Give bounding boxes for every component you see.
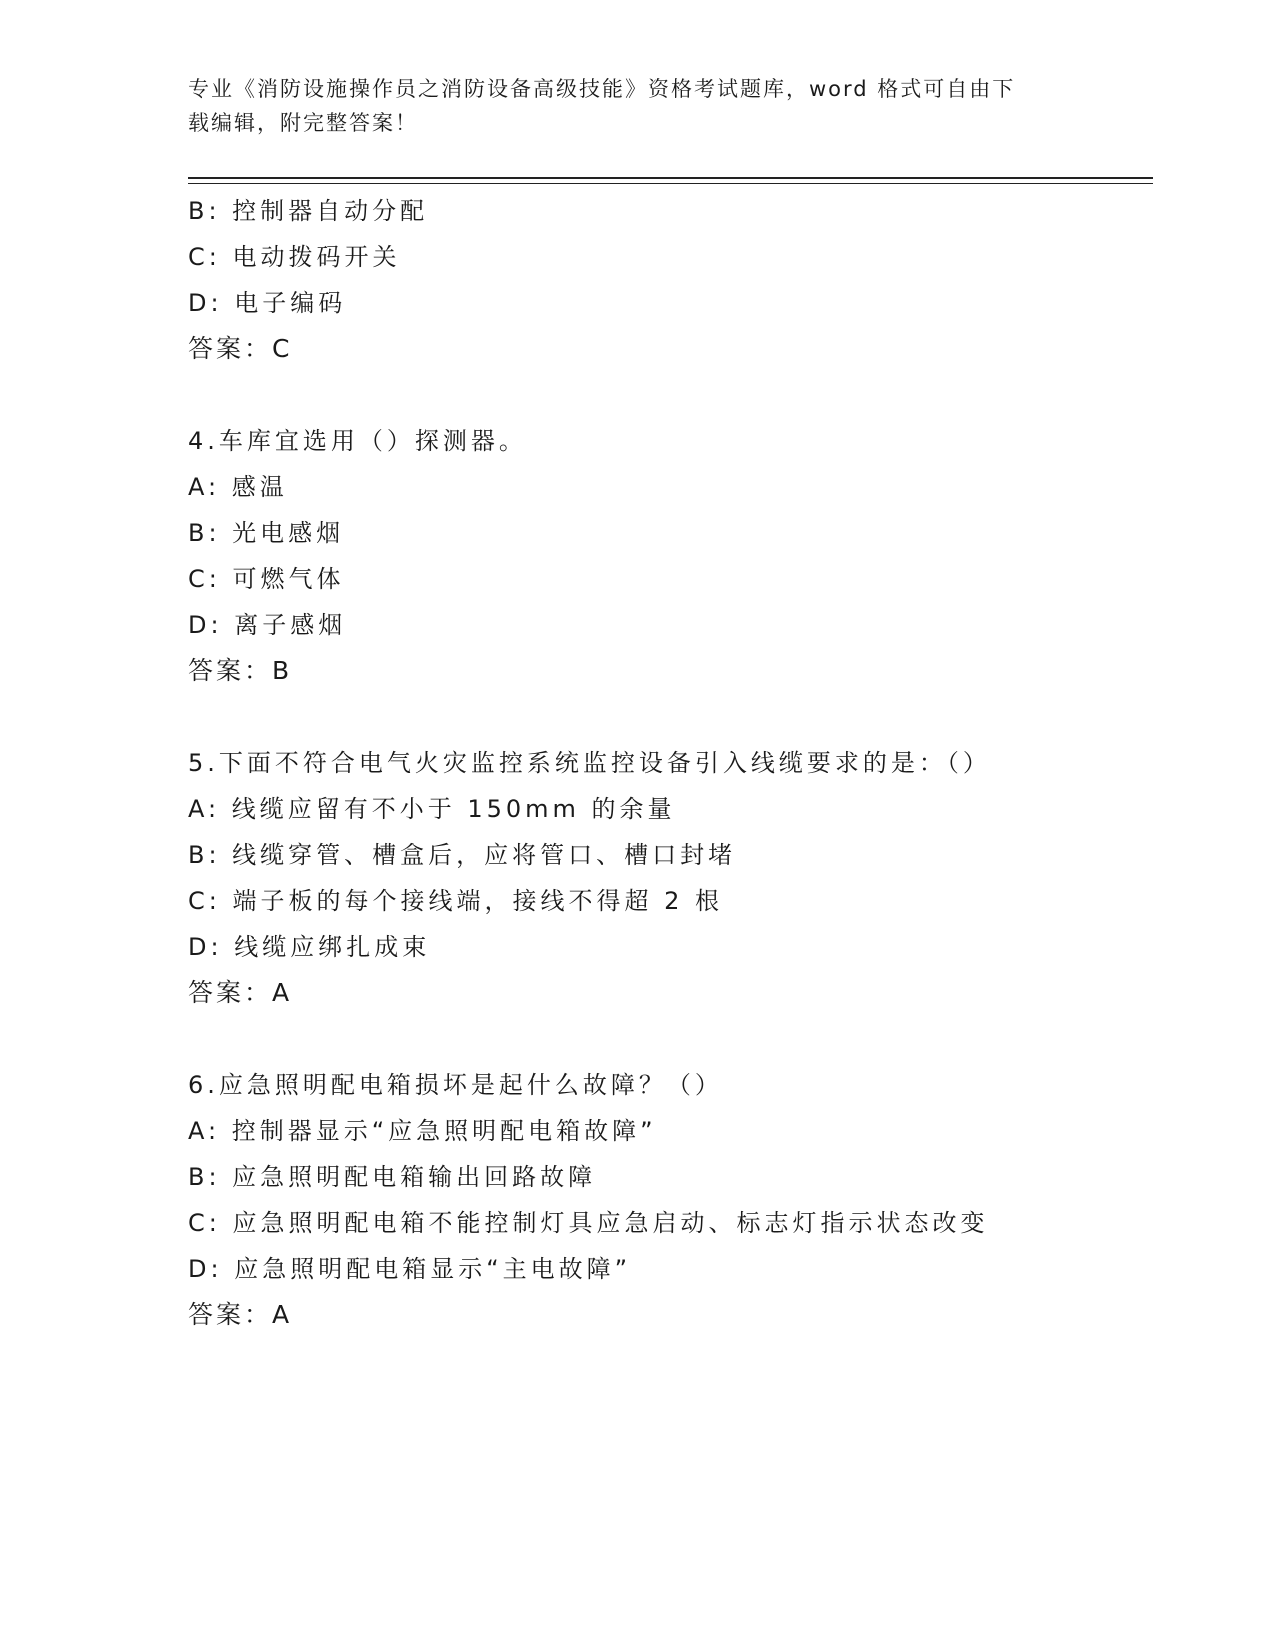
spacer xyxy=(188,1016,1148,1062)
option-a: A: 线缆应留有不小于 150mm 的余量 xyxy=(188,795,676,823)
question-5 xyxy=(188,740,1148,1016)
question-6 xyxy=(188,1062,1148,1338)
answer: 答案：C xyxy=(188,334,293,363)
question-text: 4.车库宜选用（）探测器。 xyxy=(188,427,527,455)
option-d: D: 电子编码 xyxy=(188,289,347,317)
option-d: D: 应急照明配电箱显示“主电故障” xyxy=(188,1255,632,1283)
header-line-1: 专业《消防设施操作员之消防设备高级技能》资格考试题库，word 格式可自由下 xyxy=(188,77,1016,101)
answer: 答案：B xyxy=(188,656,293,685)
option-b: B: 线缆穿管、槽盒后，应将管口、槽口封堵 xyxy=(188,841,737,869)
header-divider-thin xyxy=(188,183,1153,184)
spacer xyxy=(188,372,1148,418)
spacer xyxy=(188,694,1148,740)
header-line-2: 载编辑，附完整答案！ xyxy=(188,111,418,135)
answer: 答案：A xyxy=(188,978,293,1007)
option-a: A: 控制器显示“应急照明配电箱故障” xyxy=(188,1117,657,1145)
answer: 答案：A xyxy=(188,1300,293,1329)
question-text: 5.下面不符合电气火灾监控系统监控设备引入线缆要求的是：（） xyxy=(188,749,991,777)
header-divider-thick xyxy=(188,177,1153,179)
question-4 xyxy=(188,418,1148,694)
option-d: D: 离子感烟 xyxy=(188,611,347,639)
option-d: D: 线缆应绑扎成束 xyxy=(188,933,431,961)
option-c: C: 电动拨码开关 xyxy=(188,243,401,271)
option-b: B: 光电感烟 xyxy=(188,519,345,547)
document-header xyxy=(188,72,1068,140)
option-c: C: 可燃气体 xyxy=(188,565,345,593)
question-text: 6.应急照明配电箱损坏是起什么故障？（） xyxy=(188,1071,723,1099)
option-b: B: 控制器自动分配 xyxy=(188,197,429,225)
option-c: C: 应急照明配电箱不能控制灯具应急启动、标志灯指示状态改变 xyxy=(188,1209,989,1237)
option-b: B: 应急照明配电箱输出回路故障 xyxy=(188,1163,597,1191)
question-3-partial xyxy=(188,188,1148,372)
option-a: A: 感温 xyxy=(188,473,288,501)
question-list xyxy=(188,188,1148,1338)
option-c: C: 端子板的每个接线端，接线不得超 2 根 xyxy=(188,887,723,915)
